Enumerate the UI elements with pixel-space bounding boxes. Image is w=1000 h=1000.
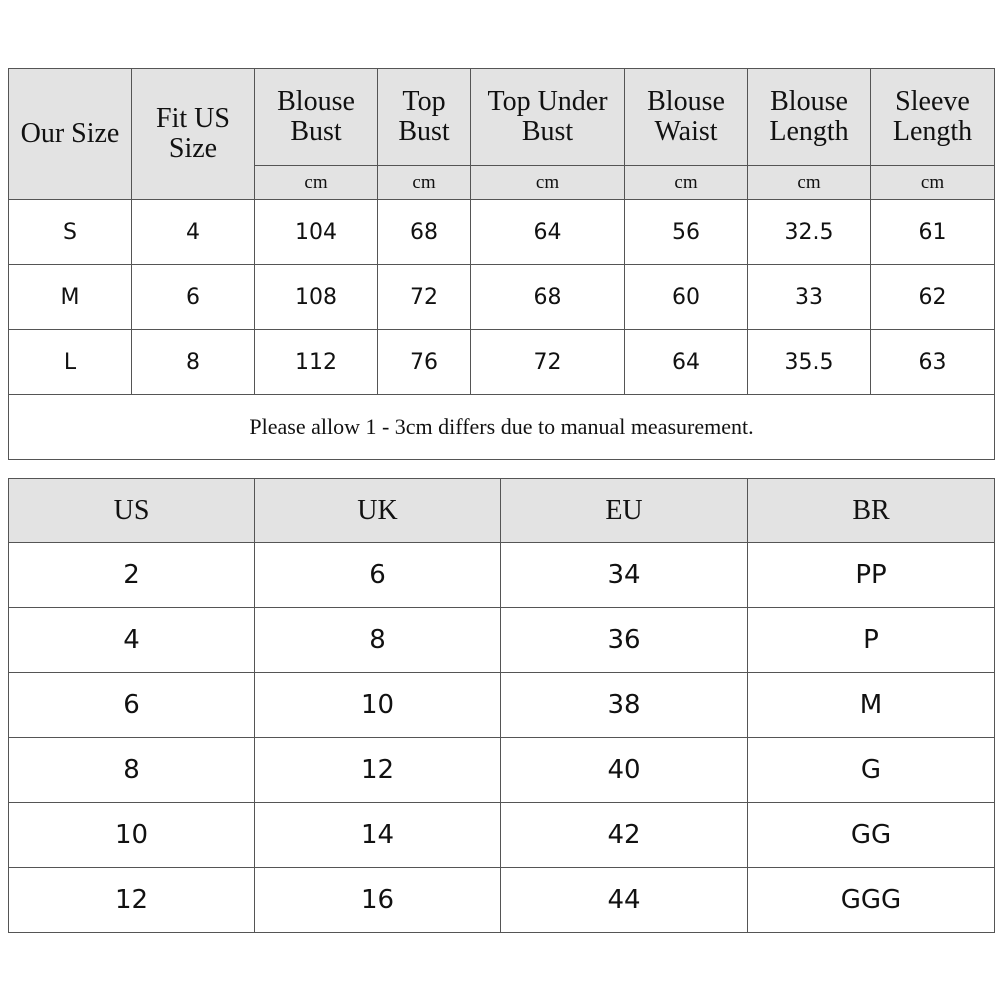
table-cell: 6 — [255, 543, 501, 608]
table-row — [9, 200, 995, 265]
table-row — [9, 330, 995, 395]
header-us: US — [9, 479, 255, 543]
table-cell: G — [748, 738, 995, 803]
header-fit-us-size: Fit US Size — [132, 69, 255, 200]
size-conversion-table — [8, 478, 995, 933]
table-row — [9, 803, 995, 868]
header-blouse-length: Blouse Length — [748, 69, 871, 166]
table-cell: P — [748, 608, 995, 673]
table-cell: 35.5 — [748, 330, 871, 395]
table-cell: 61 — [871, 200, 995, 265]
table-cell: 4 — [9, 608, 255, 673]
table-cell: M — [9, 265, 132, 330]
table-row — [9, 543, 995, 608]
table-cell: 72 — [378, 265, 471, 330]
table-cell: 38 — [501, 673, 748, 738]
table-cell: 72 — [471, 330, 625, 395]
table-row — [9, 608, 995, 673]
header-sleeve-length: Sleeve Length — [871, 69, 995, 166]
table-row — [9, 738, 995, 803]
unit-label: cm — [871, 166, 995, 200]
table-cell: PP — [748, 543, 995, 608]
table-cell: 64 — [471, 200, 625, 265]
table-cell: 32.5 — [748, 200, 871, 265]
table-cell: 4 — [132, 200, 255, 265]
header-top-bust: Top Bust — [378, 69, 471, 166]
table-cell: 8 — [9, 738, 255, 803]
table-cell: 104 — [255, 200, 378, 265]
table-cell: 8 — [132, 330, 255, 395]
table-row — [9, 673, 995, 738]
table-row — [9, 265, 995, 330]
table-cell: 60 — [625, 265, 748, 330]
table-cell: 40 — [501, 738, 748, 803]
unit-label: cm — [255, 166, 378, 200]
table-cell: 6 — [9, 673, 255, 738]
table-cell: 34 — [501, 543, 748, 608]
table-cell: 76 — [378, 330, 471, 395]
header-top-under-bust: Top Under Bust — [471, 69, 625, 166]
table-cell: 2 — [9, 543, 255, 608]
measurement-note: Please allow 1 - 3cm differs due to manual measurement. — [9, 395, 995, 460]
table-cell: 68 — [471, 265, 625, 330]
table-cell: 12 — [255, 738, 501, 803]
table-cell: 33 — [748, 265, 871, 330]
size-chart-table — [8, 68, 995, 460]
table-cell: 44 — [501, 868, 748, 933]
table-cell: 62 — [871, 265, 995, 330]
unit-label: cm — [748, 166, 871, 200]
table-cell: 36 — [501, 608, 748, 673]
unit-label: cm — [471, 166, 625, 200]
table-cell: GGG — [748, 868, 995, 933]
table-cell: 12 — [9, 868, 255, 933]
table-cell: L — [9, 330, 132, 395]
table-cell: S — [9, 200, 132, 265]
table-cell: 68 — [378, 200, 471, 265]
table-cell: 56 — [625, 200, 748, 265]
unit-label: cm — [378, 166, 471, 200]
header-blouse-waist: Blouse Waist — [625, 69, 748, 166]
table-cell: 6 — [132, 265, 255, 330]
note-row — [9, 395, 995, 460]
header-blouse-bust: Blouse Bust — [255, 69, 378, 166]
table-cell: 64 — [625, 330, 748, 395]
table-cell: 10 — [9, 803, 255, 868]
table-cell: 8 — [255, 608, 501, 673]
table-cell: 108 — [255, 265, 378, 330]
table-cell: 14 — [255, 803, 501, 868]
header-eu: EU — [501, 479, 748, 543]
table-cell: 112 — [255, 330, 378, 395]
table-cell: 10 — [255, 673, 501, 738]
unit-label: cm — [625, 166, 748, 200]
table-cell: 16 — [255, 868, 501, 933]
table-cell: 42 — [501, 803, 748, 868]
header-our-size: Our Size — [9, 69, 132, 200]
table-row — [9, 868, 995, 933]
table-cell: GG — [748, 803, 995, 868]
header-br: BR — [748, 479, 995, 543]
table-cell: 63 — [871, 330, 995, 395]
table-cell: M — [748, 673, 995, 738]
header-uk: UK — [255, 479, 501, 543]
